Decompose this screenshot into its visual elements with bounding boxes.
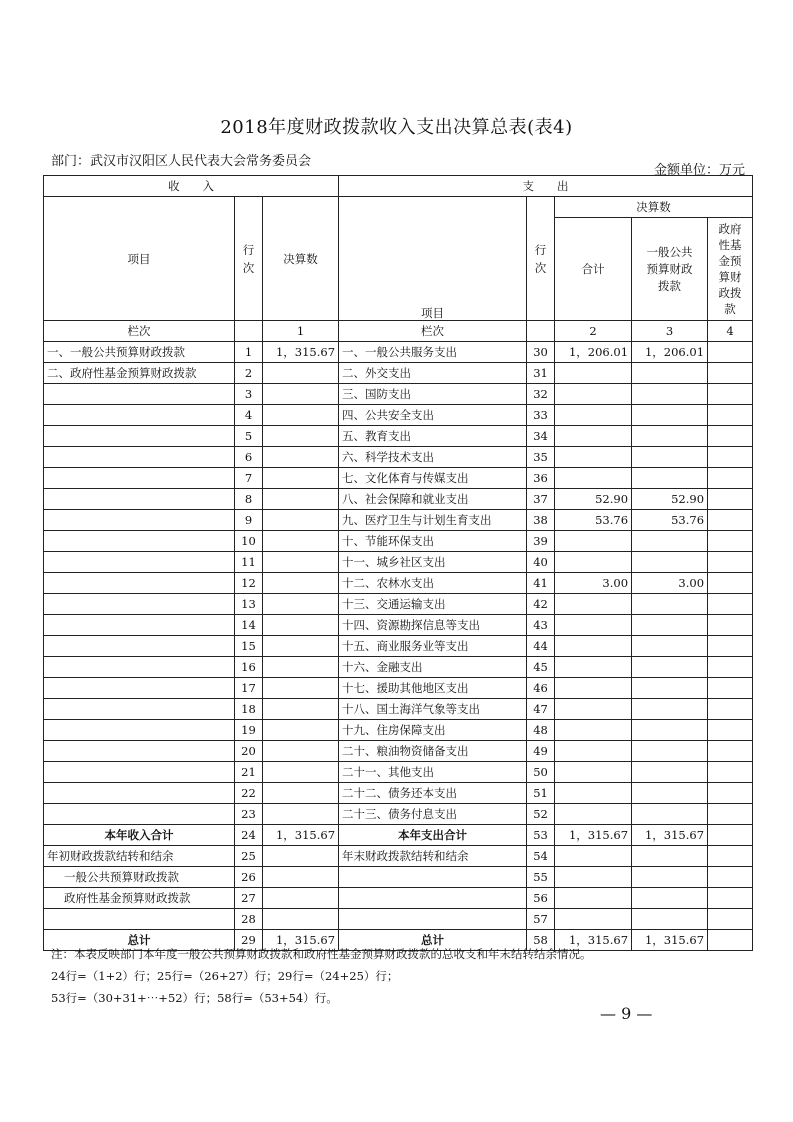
expense-line-cell: 47 [527,699,555,720]
total-amount-cell [555,909,632,930]
expense-line-cell: 33 [527,405,555,426]
general-amount-cell [632,657,708,678]
income-amount-cell [263,699,339,720]
expense-item-cell: 十七、援助其他地区支出 [339,678,527,699]
general-amount-cell [632,783,708,804]
income-line-cell: 2 [235,363,263,384]
expense-line-cell: 48 [527,720,555,741]
income-item-cell: 一、一般公共预算财政拨款 [44,342,235,363]
fund-amount-cell [708,678,753,699]
income-line-cell: 12 [235,573,263,594]
income-amount-cell [263,510,339,531]
column-index-label: 栏次 [44,321,235,342]
table-row [44,720,753,741]
expense-item-cell: 总计 [339,930,527,951]
total-amount-cell [555,804,632,825]
income-line-cell: 6 [235,447,263,468]
general-amount-cell [632,468,708,489]
total-amount-cell [555,363,632,384]
fund-amount-cell [708,909,753,930]
general-amount-cell [632,804,708,825]
income-line-cell: 8 [235,489,263,510]
income-amount-cell: 1，315.67 [263,342,339,363]
fund-amount-cell [708,489,753,510]
expense-line-cell: 34 [527,426,555,447]
general-amount-cell: 53.76 [632,510,708,531]
expense-line-cell: 36 [527,468,555,489]
income-item-header: 项目 [44,197,235,321]
income-line-cell: 13 [235,594,263,615]
income-amount-cell [263,804,339,825]
income-item-cell [44,720,235,741]
income-line-cell: 4 [235,405,263,426]
general-amount-cell [632,531,708,552]
income-amount-header: 决算数 [263,197,339,321]
income-line-cell: 1 [235,342,263,363]
income-amount-cell [263,426,339,447]
income-amount-cell [263,741,339,762]
fiscal-table [43,175,753,951]
income-line-cell: 21 [235,762,263,783]
expense-item-cell: 七、文化体育与传媒支出 [339,468,527,489]
expense-line-cell: 56 [527,888,555,909]
note-line: 24行=（1+2）行；25行=（26+27）行；29行=（24+25）行； [51,969,399,983]
income-item-cell [44,531,235,552]
income-line-cell: 9 [235,510,263,531]
income-item-cell: 二、政府性基金预算财政拨款 [44,363,235,384]
income-line-cell: 28 [235,909,263,930]
total-amount-cell [555,405,632,426]
expense-item-cell: 十九、住房保障支出 [339,720,527,741]
income-item-cell [44,741,235,762]
income-item-cell [44,636,235,657]
expense-item-cell [339,909,527,930]
table-row [44,426,753,447]
table-row [44,762,753,783]
income-amount-cell [263,573,339,594]
fund-amount-cell [708,426,753,447]
table-row [44,531,753,552]
table-row [44,909,753,930]
fund-amount-cell [708,573,753,594]
expense-item-cell: 二、外交支出 [339,363,527,384]
income-amount-cell [263,636,339,657]
department-label: 部门：武汉市汉阳区人民代表大会常务委员会 [51,154,312,169]
total-amount-cell [555,426,632,447]
expense-line-cell: 41 [527,573,555,594]
fund-amount-cell [708,804,753,825]
income-line-cell: 24 [235,825,263,846]
expense-item-header: 项目 [339,197,527,321]
income-item-cell: 总计 [44,930,235,951]
table-row [44,699,753,720]
expense-item-cell: 十一、城乡社区支出 [339,552,527,573]
income-amount-cell [263,867,339,888]
income-item-cell [44,447,235,468]
general-amount-cell [632,594,708,615]
income-line-cell: 5 [235,426,263,447]
table-row [44,510,753,531]
general-amount-cell: 52.90 [632,489,708,510]
note-line: 53行=（30+31+⋯+52）行；58行=（53+54）行。 [51,991,338,1005]
income-line-cell: 25 [235,846,263,867]
fund-amount-cell [708,594,753,615]
income-amount-cell [263,909,339,930]
expense-item-cell: 十三、交通运输支出 [339,594,527,615]
general-amount-cell [632,888,708,909]
income-amount-cell [263,447,339,468]
income-amount-cell [263,888,339,909]
income-amount-cell [263,363,339,384]
total-amount-cell [555,699,632,720]
expense-item-cell: 十二、农林水支出 [339,573,527,594]
expense-item-cell: 二十三、债务付息支出 [339,804,527,825]
expense-line-cell: 31 [527,363,555,384]
income-line-cell: 26 [235,867,263,888]
income-item-cell [44,468,235,489]
expense-item-cell: 年末财政拨款结转和结余 [339,846,527,867]
fund-amount-cell [708,447,753,468]
income-item-cell [44,678,235,699]
expense-line-cell: 45 [527,657,555,678]
table-row [44,489,753,510]
page-number: — 9 — [600,1004,653,1023]
total-amount-cell [555,552,632,573]
table-row [44,783,753,804]
general-amount-cell [632,846,708,867]
page-title: 2018年度财政拨款收入支出决算总表(表4) [220,117,573,138]
fund-amount-cell [708,615,753,636]
expense-line-cell: 57 [527,909,555,930]
income-item-cell: 政府性基金预算财政拨款 [44,888,235,909]
final-amount-header: 决算数 [555,197,753,218]
total-amount-cell: 3.00 [555,573,632,594]
table-row [44,615,753,636]
income-line-cell: 10 [235,531,263,552]
expense-line-cell: 53 [527,825,555,846]
general-amount-cell [632,762,708,783]
total-amount-cell [555,594,632,615]
table-row [44,342,753,363]
income-item-cell: 一般公共预算财政拨款 [44,867,235,888]
general-amount-cell [632,363,708,384]
table-row [44,846,753,867]
total-amount-cell [555,615,632,636]
expense-item-cell: 一、一般公共服务支出 [339,342,527,363]
income-item-cell [44,594,235,615]
expense-item-cell: 三、国防支出 [339,384,527,405]
expense-line-cell: 32 [527,384,555,405]
income-line-cell: 22 [235,783,263,804]
fund-amount-cell [708,363,753,384]
expense-item-cell: 六、科学技术支出 [339,447,527,468]
income-item-cell [44,762,235,783]
fund-amount-cell [708,699,753,720]
general-amount-cell [632,720,708,741]
table-row [44,552,753,573]
fund-amount-cell [708,888,753,909]
fund-amount-cell [708,657,753,678]
expense-line-cell: 55 [527,867,555,888]
expense-line-cell: 40 [527,552,555,573]
table-row [44,405,753,426]
expense-item-cell [339,867,527,888]
total-amount-cell [555,636,632,657]
income-line-cell: 7 [235,468,263,489]
income-item-cell [44,657,235,678]
expense-item-cell: 十四、资源勘探信息等支出 [339,615,527,636]
income-item-cell: 年初财政拨款结转和结余 [44,846,235,867]
table-row [44,636,753,657]
income-item-cell: 本年收入合计 [44,825,235,846]
expense-item-cell: 十六、金融支出 [339,657,527,678]
table-row [44,594,753,615]
income-line-cell: 3 [235,384,263,405]
fund-budget-header: 政府性基金预算财政拨款 [708,218,753,321]
column-index-3: 3 [632,321,708,342]
expense-item-cell: 二十二、债务还本支出 [339,783,527,804]
income-item-cell [44,615,235,636]
income-line-cell: 16 [235,657,263,678]
general-amount-cell [632,741,708,762]
general-amount-cell [632,405,708,426]
fund-amount-cell [708,405,753,426]
income-item-cell [44,426,235,447]
expense-item-cell: 八、社会保障和就业支出 [339,489,527,510]
general-amount-cell [632,426,708,447]
income-item-cell [44,573,235,594]
table-row [44,657,753,678]
expense-line-header: 行次 [527,197,555,321]
income-amount-cell: 1，315.67 [263,930,339,951]
table-row [44,825,753,846]
fund-amount-cell [708,825,753,846]
table-row [44,678,753,699]
total-amount-cell [555,447,632,468]
total-header: 合计 [555,218,632,321]
total-amount-cell: 1，315.67 [555,930,632,951]
general-amount-cell [632,909,708,930]
income-item-cell [44,489,235,510]
expense-line-cell: 51 [527,783,555,804]
column-index-1: 1 [263,321,339,342]
total-amount-cell [555,531,632,552]
general-amount-cell [632,615,708,636]
table-row [44,888,753,909]
total-amount-cell [555,867,632,888]
total-amount-cell [555,678,632,699]
expense-line-cell: 42 [527,594,555,615]
column-index-2: 2 [555,321,632,342]
total-amount-cell [555,384,632,405]
fund-amount-cell [708,384,753,405]
income-amount-cell [263,594,339,615]
table-row [44,573,753,594]
expense-item-cell: 二十一、其他支出 [339,762,527,783]
table-row [44,741,753,762]
general-amount-cell [632,867,708,888]
income-amount-cell [263,552,339,573]
expense-line-cell: 50 [527,762,555,783]
table-row [44,363,753,384]
general-amount-cell [632,447,708,468]
fund-amount-cell [708,783,753,804]
table-row [44,867,753,888]
income-amount-cell [263,846,339,867]
income-amount-cell [263,468,339,489]
fund-amount-cell [708,342,753,363]
expense-line-cell: 38 [527,510,555,531]
total-amount-cell: 52.90 [555,489,632,510]
unit-label: 金额单位：万元 [653,163,745,178]
income-line-cell: 29 [235,930,263,951]
income-amount-cell [263,762,339,783]
fund-amount-cell [708,468,753,489]
income-line-cell: 11 [235,552,263,573]
expense-item-cell: 四、公共安全支出 [339,405,527,426]
income-item-cell [44,804,235,825]
expense-line-cell: 54 [527,846,555,867]
income-amount-cell [263,405,339,426]
total-amount-cell [555,762,632,783]
fund-amount-cell [708,762,753,783]
income-amount-cell: 1，315.67 [263,825,339,846]
total-amount-cell: 1，206.01 [555,342,632,363]
total-amount-cell [555,657,632,678]
income-item-cell [44,909,235,930]
fund-amount-cell [708,720,753,741]
expense-line-cell: 46 [527,678,555,699]
general-amount-cell [632,552,708,573]
table-row [44,384,753,405]
general-amount-cell: 1，206.01 [632,342,708,363]
income-header: 收 入 [44,176,339,197]
expense-item-cell: 十、节能环保支出 [339,531,527,552]
income-line-cell: 14 [235,615,263,636]
expense-item-cell: 本年支出合计 [339,825,527,846]
total-amount-cell: 1，315.67 [555,825,632,846]
general-amount-cell [632,384,708,405]
income-item-cell [44,405,235,426]
table-row [44,447,753,468]
general-amount-cell [632,699,708,720]
income-item-cell [44,783,235,804]
total-amount-cell [555,720,632,741]
expense-line-cell: 35 [527,447,555,468]
expense-header: 支 出 [339,176,753,197]
income-line-cell: 15 [235,636,263,657]
income-item-cell [44,552,235,573]
general-budget-header: 一般公共预算财政拨款 [632,218,708,321]
expense-line-cell: 52 [527,804,555,825]
total-amount-cell [555,468,632,489]
table-row [44,468,753,489]
fund-amount-cell [708,636,753,657]
income-amount-cell [263,678,339,699]
income-amount-cell [263,720,339,741]
income-item-cell [44,384,235,405]
income-line-cell: 20 [235,741,263,762]
fund-amount-cell [708,552,753,573]
table-row [44,804,753,825]
expense-line-cell: 49 [527,741,555,762]
general-amount-cell: 1，315.67 [632,825,708,846]
income-amount-cell [263,783,339,804]
general-amount-cell [632,678,708,699]
expense-item-cell: 十五、商业服务业等支出 [339,636,527,657]
column-index-label: 栏次 [339,321,527,342]
income-amount-cell [263,657,339,678]
general-amount-cell: 1，315.67 [632,930,708,951]
total-amount-cell [555,846,632,867]
total-amount-cell [555,888,632,909]
expense-item-cell: 五、教育支出 [339,426,527,447]
fund-amount-cell [708,510,753,531]
income-line-cell: 17 [235,678,263,699]
total-amount-cell [555,741,632,762]
fund-amount-cell [708,867,753,888]
expense-line-cell: 58 [527,930,555,951]
income-line-cell: 23 [235,804,263,825]
general-amount-cell: 3.00 [632,573,708,594]
expense-line-cell: 37 [527,489,555,510]
expense-item-cell: 二十、粮油物资储备支出 [339,741,527,762]
fund-amount-cell [708,741,753,762]
general-amount-cell [632,636,708,657]
expense-item-cell: 十八、国土海洋气象等支出 [339,699,527,720]
income-amount-cell [263,615,339,636]
notes [51,943,592,1009]
fund-amount-cell [708,846,753,867]
income-item-cell [44,699,235,720]
income-line-cell: 27 [235,888,263,909]
income-amount-cell [263,384,339,405]
fund-amount-cell [708,531,753,552]
income-line-header: 行次 [235,197,263,321]
total-amount-cell [555,783,632,804]
expense-line-cell: 30 [527,342,555,363]
expense-line-cell: 44 [527,636,555,657]
expense-item-cell [339,888,527,909]
income-line-cell: 18 [235,699,263,720]
total-amount-cell: 53.76 [555,510,632,531]
note-line: 注：本表反映部门本年度一般公共预算财政拨款和政府性基金预算财政拨款的总收支和年末结转结余情况。 [51,947,592,961]
income-amount-cell [263,531,339,552]
expense-line-cell: 39 [527,531,555,552]
income-line-cell: 19 [235,720,263,741]
expense-item-cell: 九、医疗卫生与计划生育支出 [339,510,527,531]
fund-amount-cell [708,930,753,951]
column-index-4: 4 [708,321,753,342]
income-amount-cell [263,489,339,510]
income-item-cell [44,510,235,531]
expense-line-cell: 43 [527,615,555,636]
